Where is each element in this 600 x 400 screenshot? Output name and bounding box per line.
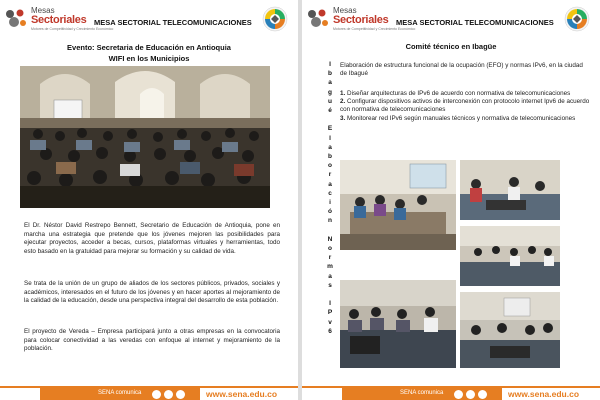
mesas-sectoriales-logo (4, 6, 114, 34)
vertical-title (326, 60, 334, 336)
vertical-letter: n (328, 217, 332, 225)
item-number: 2. (340, 98, 346, 106)
event-title-line1: Evento: Secretaria de Educación en Antioquia (67, 43, 231, 52)
logo-line2: Sectoriales (333, 14, 389, 26)
meeting-photo-2 (460, 160, 560, 220)
youtube-icon[interactable] (478, 390, 487, 399)
paragraph-2: Se trata de la unión de un grupo de aliados de los sectores públicos, privados, sociales y académicos, interesados en el futuro de los jóvenes y en hacer aportes al mejoramiento de la calidad de la educación, desde una perspectiva integral del desarrollo de esta población. (24, 280, 280, 305)
header-title: MESA SECTORIAL TELECOMUNICACIONES (396, 18, 554, 27)
facebook-icon[interactable] (454, 390, 463, 399)
item-text: Diseñar arquitecturas de IPv6 de acuerdo con normativa de telecomunicaciones (347, 90, 571, 97)
vertical-letter (326, 290, 334, 299)
vertical-letter: I (329, 300, 331, 308)
facebook-icon[interactable] (152, 390, 161, 399)
meeting-photo-1 (340, 160, 456, 250)
telecom-emblem-icon (262, 6, 288, 32)
youtube-icon[interactable] (176, 390, 185, 399)
logo-line3: Motores de Competitividad y Crecimiento Económico (31, 27, 114, 31)
event-photo (20, 66, 270, 208)
vertical-letter: a (328, 272, 332, 280)
vertical-letter: m (327, 263, 333, 271)
item-number: 3. (340, 114, 346, 122)
item-number: 1. (340, 90, 346, 97)
vertical-letter: I (329, 61, 331, 68)
paragraph-1: El Dr. Néstor David Restrepo Bennett, Secretario de Educación de Antioquia, pone en marcha una estrategia que pretende que los jóvenes mejoren las posibilidades para ejecutar proyectos, acceder a becas, cursos, plataformas virtuales y herramientas, todo esto basado en la gratuidad para mejorar su formación y su calidad de vida. (24, 222, 280, 255)
page-header (302, 6, 600, 36)
committee-title: Comité técnico en Ibagüe (405, 42, 497, 51)
vertical-letter: s (328, 281, 332, 289)
meeting-photo-4 (340, 280, 456, 368)
paragraph-3: El proyecto de Vereda – Empresa participará junto a otras empresas en la convocatoria para colocar conectividad a las veredas con enfoque al internet y mejoramiento de la población. (24, 328, 280, 353)
vertical-letter: u (328, 97, 332, 105)
mesas-sectoriales-logo (306, 6, 416, 34)
committee-intro: Elaboración de estructura funcional de la ocupación (EFO) y normas IPv6, en la ciudad de Ibagué (340, 62, 583, 78)
sena-comunica-label: SENA comunica (98, 390, 142, 396)
item-text: Configurar dispositivos activos de interconexión con protocolo internet Ipv6 de acuerdo con normativa de telecomunicaciones (340, 98, 590, 114)
page-footer (302, 386, 600, 400)
vertical-letter: a (328, 180, 332, 188)
twitter-icon[interactable] (466, 390, 475, 399)
vertical-letter (326, 115, 334, 124)
logo-line1: Mesas (333, 6, 357, 15)
telecom-emblem-icon (564, 6, 590, 32)
list-item (340, 90, 590, 98)
logo-line2: Sectoriales (31, 14, 87, 26)
vertical-letter: é (328, 107, 332, 115)
left-page (0, 0, 298, 400)
header-title: MESA SECTORIAL TELECOMUNICACIONES (94, 18, 252, 27)
footer-band (342, 388, 502, 400)
vertical-letter: c (328, 189, 332, 197)
list-item (340, 115, 590, 123)
item-text: Monitorear red IPv6 según manuales técnicos y normativa de telecomunicaciones (347, 114, 576, 122)
vertical-letter: b (328, 70, 332, 78)
vertical-letter: g (328, 88, 332, 96)
meeting-photo-5 (460, 292, 560, 368)
twitter-icon[interactable] (164, 390, 173, 399)
logo-mark-icon (306, 8, 330, 30)
sena-url-link[interactable]: www.sena.edu.co (502, 388, 600, 400)
event-title (0, 42, 298, 64)
objectives-list (340, 90, 590, 123)
vertical-letter: N (327, 235, 333, 243)
vertical-letter: v (328, 318, 332, 326)
list-item (340, 98, 590, 114)
vertical-letter: o (328, 162, 332, 170)
logo-line3: Motores de Competitividad y Crecimiento Económico (333, 27, 416, 31)
vertical-letter: l (329, 134, 331, 142)
sena-comunica-label: SENA comunica (400, 390, 444, 396)
event-title-line2: WIFI en los Municipios (108, 54, 190, 63)
vertical-letter: b (328, 153, 332, 161)
right-page (302, 0, 600, 400)
meeting-photo-3 (460, 226, 560, 286)
vertical-letter: a (328, 143, 332, 151)
vertical-letter (326, 226, 334, 235)
logo-line1: Mesas (31, 6, 55, 15)
sena-url-link[interactable]: www.sena.edu.co (200, 388, 298, 400)
vertical-letter: r (328, 254, 332, 262)
vertical-letter: E (327, 125, 333, 133)
vertical-letter: 6 (328, 327, 332, 335)
vertical-letter: a (328, 79, 332, 87)
vertical-letter: o (328, 245, 332, 253)
vertical-letter: i (329, 199, 331, 207)
vertical-letter: ó (328, 208, 332, 216)
footer-band (40, 388, 200, 400)
page-header (0, 6, 298, 36)
vertical-letter: r (328, 171, 332, 179)
vertical-letter: P (327, 309, 333, 317)
page-footer (0, 386, 298, 400)
logo-mark-icon (4, 8, 28, 30)
